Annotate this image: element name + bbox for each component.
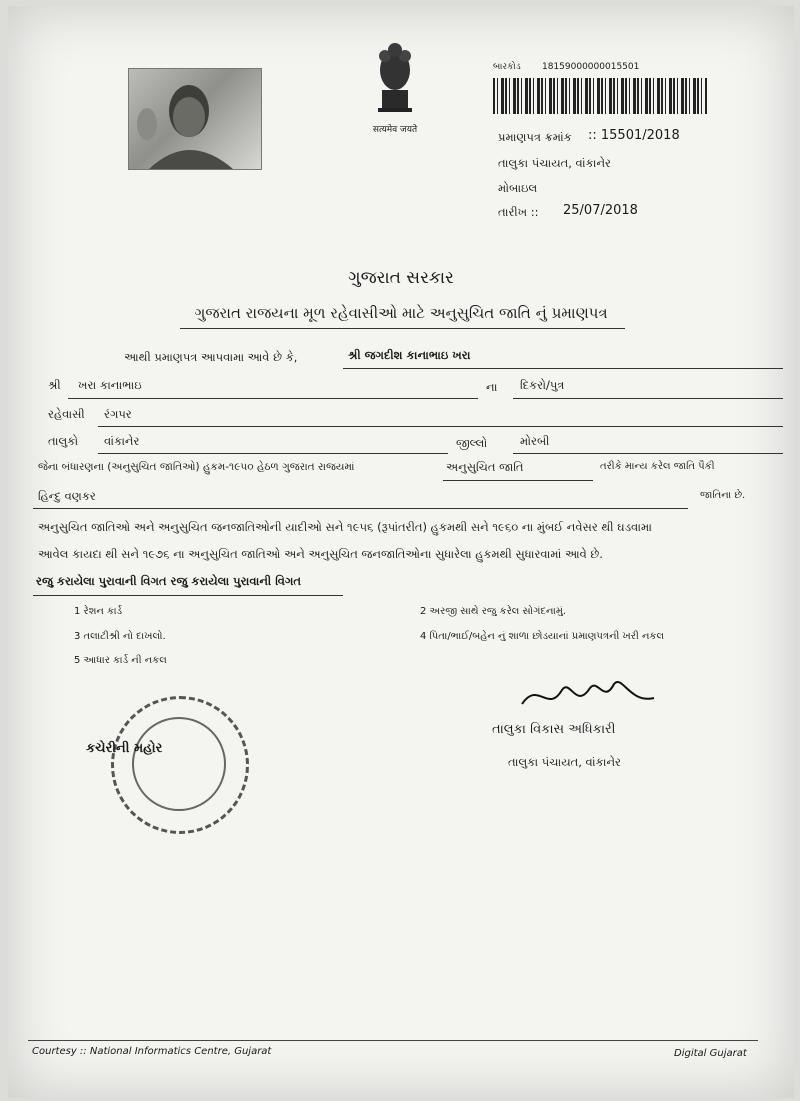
seal-label: કચેરીની મહોર <box>86 741 163 756</box>
national-emblem-icon <box>360 40 430 140</box>
category-value: અનુસુચિત જાતિ <box>446 460 524 474</box>
holder-photo <box>128 68 262 170</box>
barcode-number: 18159000000015501 <box>542 62 640 72</box>
evidence-item: 5 આધાર કાર્ડ ની નકલ <box>74 655 167 666</box>
cert-no-label: પ્રમાણપત્ર ક્રમાંક <box>498 130 572 144</box>
issuing-office: તાલુકા પંચાયત, વાંકાનેર <box>498 156 611 170</box>
mobile-label: મોબાઇલ <box>498 181 538 195</box>
taluka-label: તાલુકો <box>48 434 79 448</box>
evidence-item: 3 તલાટીશ્રી નો દાખલો. <box>74 631 166 642</box>
district-value: મોરબી <box>520 434 550 448</box>
shri-label: શ્રી <box>48 378 61 392</box>
holder-name: શ્રી જગદીશ કાનાભાઇ ખરા <box>348 348 471 362</box>
relation-value: દિકરો/પુત્ર <box>520 378 565 392</box>
cert-no-value: :: 15501/2018 <box>588 128 680 143</box>
legal-text-line1: અનુસુચિત જાતિઓ અને અનુસુચિત જનજાતિઓની યાદીઓ સને ૧૯૫૬ (રૂપાંતરીત) હુકમથી સને ૧૯૬૦ ના મુંબઈ નવેસર થી ઘડવામા <box>38 520 652 534</box>
evidence-item: 4 પિતા/ભાઈ/બહેન નું શાળા છોડયાનાં પ્રમાણપત્રની ખરી નકલ <box>420 631 665 642</box>
date-value: 25/07/2018 <box>563 203 638 218</box>
evidence-item: 2 અરજી સાથે રજુ કરેલ સોગંદનામું. <box>420 606 567 617</box>
courtesy-text: Courtesy :: National Informatics Centre, Gujarat <box>32 1046 272 1057</box>
evidence-item: 1 રેશન કાર્ડ <box>74 606 123 617</box>
officer-title: તાલુકા વિકાસ અધિકારી <box>492 722 616 737</box>
caste-value: હિન્દુ વણકર <box>38 489 96 503</box>
signature-icon <box>518 674 658 722</box>
caste-suffix: જાતિના છે. <box>700 490 746 501</box>
na-label: ના <box>486 380 498 394</box>
date-label: તારીખ :: <box>498 205 539 219</box>
government-title: ગુજરાત સરકાર <box>348 268 454 288</box>
barcode <box>493 78 707 114</box>
taluka-value: વાંકાનેર <box>104 434 140 448</box>
barcode-label: બારકોડ <box>493 62 521 72</box>
certificate-title: ગુજરાત રાજયના મૂળ રહેવાસીઓ માટે અનુસુચિત જાતિ નું પ્રમાણપત્ર <box>194 304 608 322</box>
resident-label: રહેવાસી <box>48 407 85 421</box>
brand-text: Digital Gujarat <box>674 1048 747 1059</box>
father-name: ખરા કાનાભાઇ <box>78 378 142 392</box>
legal-text-line2: આવેલ કાયદા થી સને ૧૯૭૬ ના અનુસુચિત જાતિઓ અને અનુસુચિત જનજાતિઓના સુધારેલા હુકમથી સુધારવામાં આવે છે. <box>38 547 603 561</box>
officer-office: તાલુકા પંચાયત, વાંકાનેર <box>508 755 621 769</box>
intro-text: આથી પ્રમાણપત્ર આપવામા આવે છે કે, <box>124 350 298 364</box>
emblem-motto: सत्यमेव जयते <box>372 125 418 135</box>
district-label: જીલ્લો <box>456 436 488 450</box>
certificate-page <box>8 6 794 1098</box>
resident-value: રંગપર <box>104 407 132 421</box>
evidence-heading: રજુ કરાયેલા પુરાવાની વિગત રજુ કરાયેલા પુરાવાની વિગત <box>36 574 301 588</box>
recognized-text: તરીકે માન્ય કરેલ જાતિ પૈકી <box>600 461 715 472</box>
order-text: જેના બંધારણના (અનુસુચિત જાતિઓ) હુકમ-૧૯૫૦ હેઠળ ગુજરાત રાજયમાં <box>38 461 355 473</box>
office-seal <box>111 696 249 834</box>
